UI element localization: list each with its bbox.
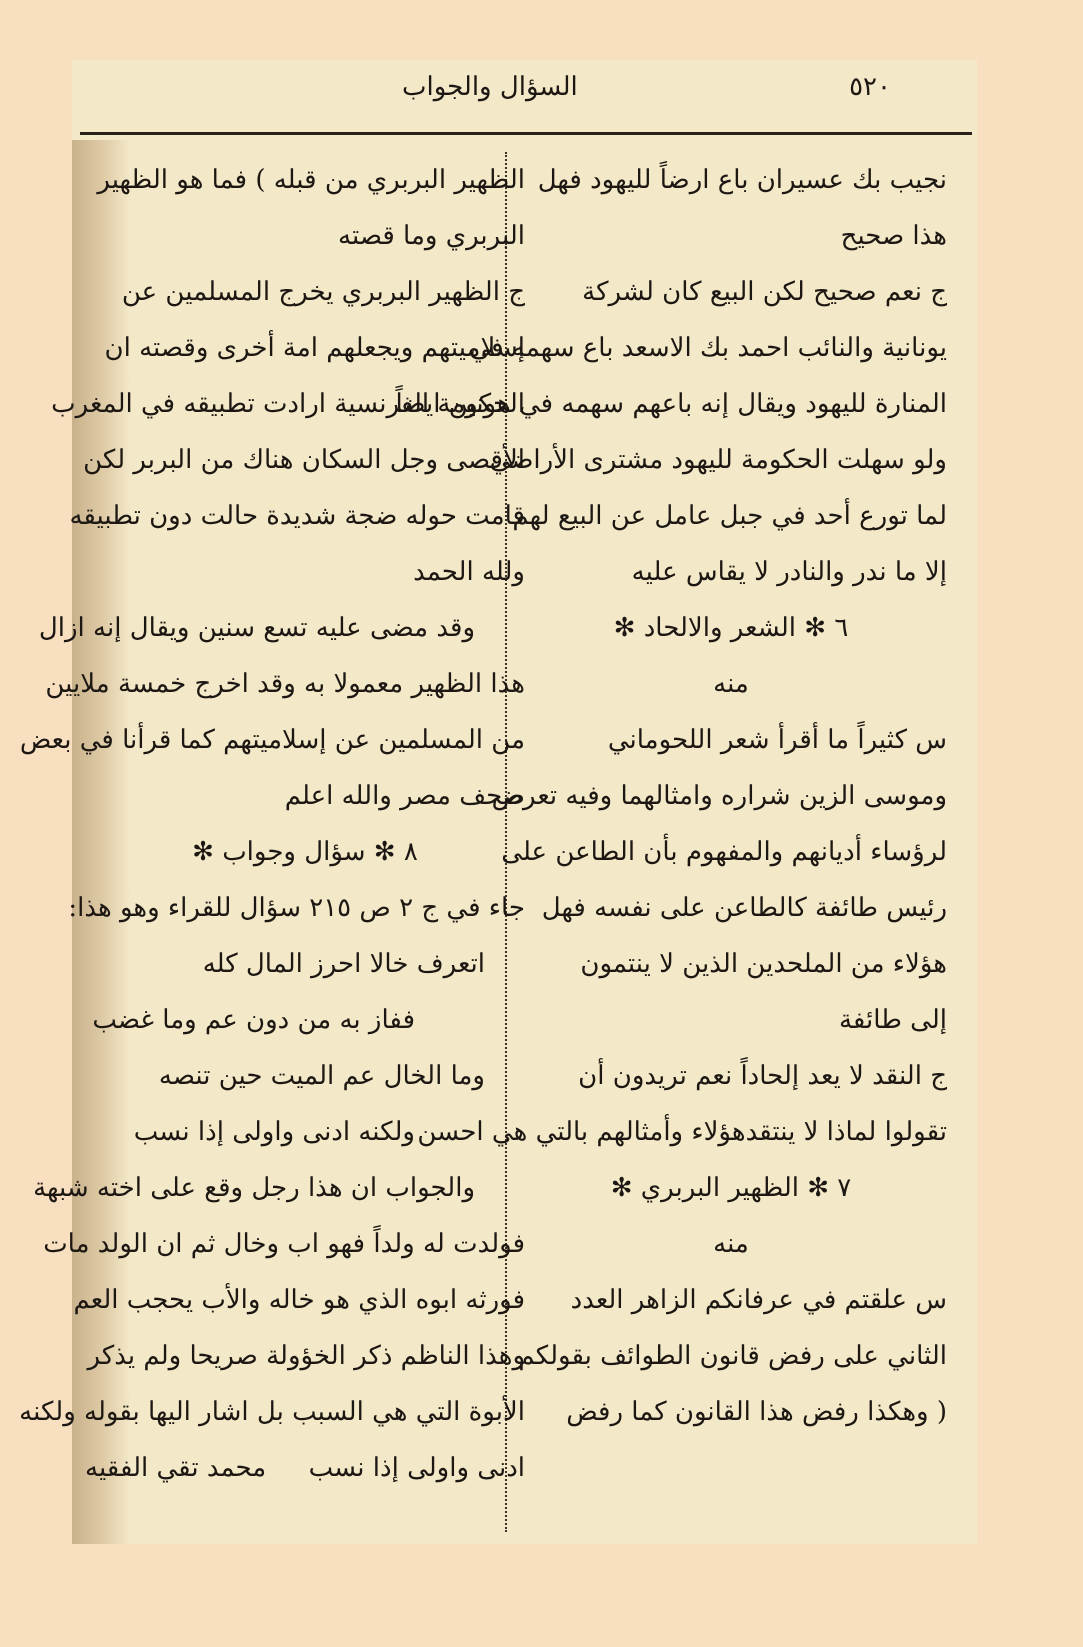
section-heading: ٦ ✻ الشعر والالحاد ✻ bbox=[613, 613, 849, 643]
text-line: صحف مصر والله اعلم bbox=[284, 781, 525, 811]
text-line: هؤلاء من الملحدين الذين لا ينتمون bbox=[580, 949, 947, 979]
running-title: السؤال والجواب bbox=[402, 72, 578, 102]
book-page bbox=[19, 60, 977, 1544]
text-line: ج النقد لا يعد إلحاداً نعم تريدون أن bbox=[578, 1061, 947, 1091]
text-line: لما تورع أحد في جبل عامل عن البيع لهم bbox=[512, 501, 947, 531]
verse-line: اتعرف خالا احرز المال كله bbox=[202, 949, 485, 979]
page-number: ٥٢٠ bbox=[849, 72, 891, 102]
text-line: إلا ما ندر والنادر لا يقاس عليه bbox=[631, 557, 947, 587]
text-line: الأقصى وجل السكان هناك من البربر لكن bbox=[83, 445, 525, 475]
text-line: هذا الظهير معمولا به وقد اخرج خمسة ملايين bbox=[45, 669, 525, 699]
verse-line: ففاز به من دون عم وما غضب bbox=[92, 1005, 415, 1035]
text-line: ( وهكذا رفض هذا القانون كما رفض bbox=[566, 1397, 947, 1427]
text-line: إلى طائفة bbox=[838, 1005, 947, 1035]
text-line: هذا صحيح bbox=[840, 221, 947, 251]
left-column bbox=[19, 152, 525, 1496]
text-line: والجواب ان هذا رجل وقع على اخته شبهة bbox=[33, 1173, 475, 1203]
text-line: فورثه ابوه الذي هو خاله والأب يحجب العم bbox=[73, 1285, 525, 1315]
section-heading: ٧ ✻ الظهير البربري ✻ bbox=[610, 1173, 852, 1203]
text-line: ولله الحمد bbox=[413, 557, 525, 587]
text-line: الحكومة الفرنسية ارادت تطبيقه في المغرب bbox=[51, 389, 525, 419]
text-line: وقد مضى عليه تسع سنين ويقال إنه ازال bbox=[38, 613, 475, 643]
text-line: ادنى واولى إذا نسب bbox=[308, 1453, 525, 1483]
verse-line: ولكنه ادنى واولى إذا نسب bbox=[133, 1117, 415, 1147]
text-line: رئيس طائفة كالطاعن على نفسه فهل bbox=[541, 893, 947, 923]
closing-line bbox=[85, 1440, 525, 1496]
text-line: الأبوة التي هي السبب بل اشار اليها بقوله ولكنه bbox=[19, 1397, 525, 1427]
text-line: المنارة لليهود ويقال إنه باعهم سهمه في هونين ايضاً bbox=[395, 389, 947, 419]
text-line: تقولوا لماذا لا ينتقدهؤلاء وأمثالهم بالتي هي احسن bbox=[417, 1117, 947, 1147]
author-signature: محمد تقي الفقيه bbox=[85, 1453, 267, 1483]
text-line: جاء في ج ٢ ص ٢١٥ سؤال للقراء وهو هذا: bbox=[68, 893, 525, 923]
text-line: لرؤساء أديانهم والمفهوم بأن الطاعن على bbox=[501, 837, 947, 867]
text-line: إسلاميتهم ويجعلهم امة أخرى وقصته ان bbox=[104, 333, 525, 363]
text-line: س علقتم في عرفانكم الزاهر العدد bbox=[570, 1285, 947, 1315]
verse-line: وما الخال عم الميت حين تنصه bbox=[158, 1061, 485, 1091]
section-heading: ٨ ✻ سؤال وجواب ✻ bbox=[192, 837, 418, 867]
text-line: قامت حوله ضجة شديدة حالت دون تطبيقه bbox=[69, 501, 525, 531]
text-line: وموسى الزين شراره وامثالهما وفيه تعرض bbox=[491, 781, 947, 811]
page-header bbox=[72, 60, 977, 132]
text-line: وهذا الناظم ذكر الخؤولة صريحا ولم يذكر bbox=[87, 1341, 525, 1371]
text-line: نجيب بك عسيران باع ارضاً لليهود فهل bbox=[537, 165, 947, 195]
text-line: الثاني على رفض قانون الطوائف بقولكم bbox=[518, 1341, 947, 1371]
text-line: فولدت له ولداً فهو اب وخال ثم ان الولد مات bbox=[43, 1229, 525, 1259]
text-line: البربري وما قصته bbox=[338, 221, 525, 251]
text-line: ولو سهلت الحكومة لليهود مشترى الأراضي bbox=[489, 445, 947, 475]
text-line: ج الظهير البربري يخرج المسلمين عن bbox=[121, 277, 525, 307]
text-line: ج نعم صحيح لكن البيع كان لشركة bbox=[582, 277, 947, 307]
text-line: س كثيراً ما أقرأ شعر اللحوماني bbox=[607, 725, 947, 755]
header-rule bbox=[80, 132, 972, 135]
text-line: الظهير البربري من قبله ) فما هو الظهير bbox=[97, 165, 525, 195]
section-source: منه bbox=[713, 669, 749, 699]
section-source: منه bbox=[713, 1229, 749, 1259]
text-line: يونانية والنائب احمد بك الاسعد باع سهمه في bbox=[469, 333, 947, 363]
text-line: من المسلمين عن إسلاميتهم كما قرأنا في بعض bbox=[19, 725, 525, 755]
